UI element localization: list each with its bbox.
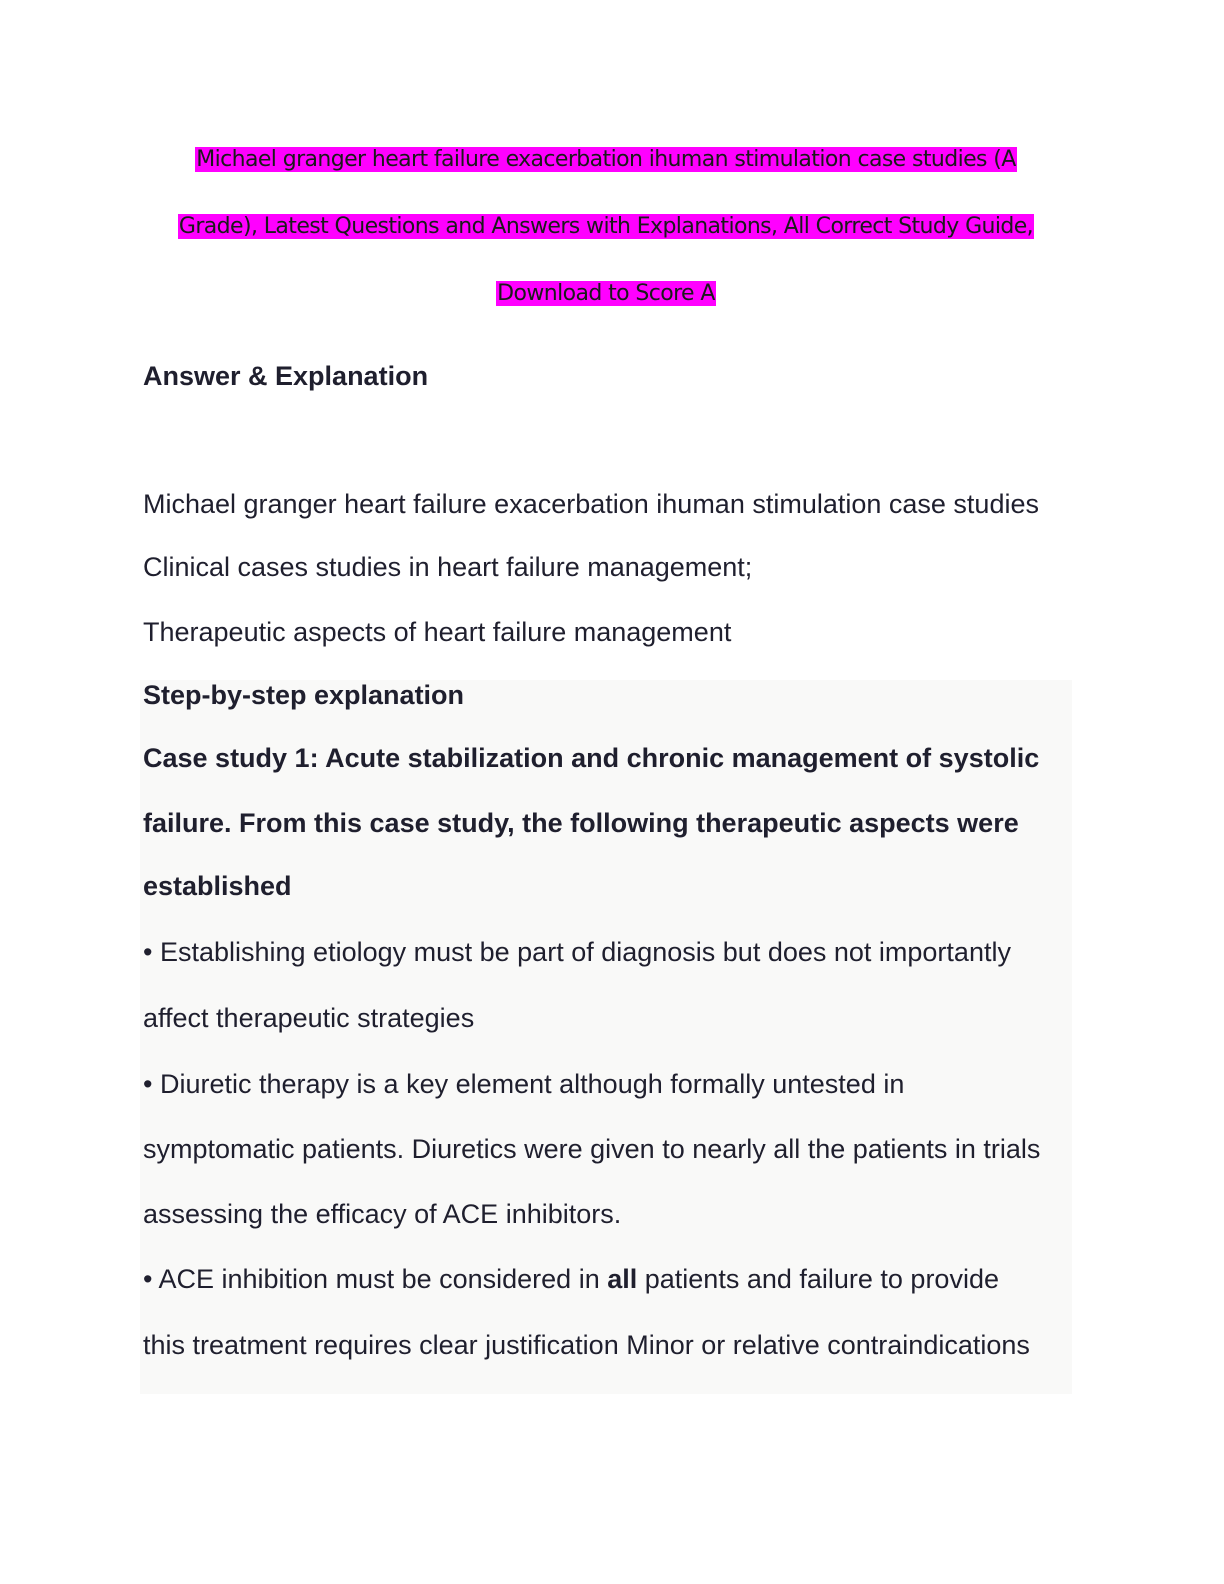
bullet-item-2-line-1 <box>143 1069 904 1100</box>
title-line-3-text: Download to Score A <box>497 281 715 306</box>
title-line-1 <box>100 140 1112 207</box>
bullet-icon: • <box>143 1069 153 1099</box>
bullet-icon: • <box>143 937 153 967</box>
intro-line-2: Clinical cases studies in heart failure management; <box>143 552 753 582</box>
bullet-item-2-line-3: assessing the efficacy of ACE inhibitors. <box>143 1199 622 1229</box>
bullet-item-1-text: Establishing etiology must be part of diagnosis but does not importantly <box>159 937 1011 967</box>
case-study-line-1: Case study 1: Acute stabilization and chronic management of systolic <box>143 743 1040 773</box>
bullet-item-3-text-after: patients and failure to provide <box>637 1264 999 1294</box>
title-line-2 <box>100 207 1112 274</box>
bullet-item-1-line-1 <box>143 937 1011 968</box>
bullet-item-3-line-2: this treatment requires clear justification Minor or relative contraindications <box>143 1330 1030 1360</box>
document-title <box>100 140 1112 341</box>
title-line-3 <box>100 274 1112 341</box>
bullet-item-2-text: Diuretic therapy is a key element although formally untested in <box>159 1069 905 1099</box>
bullet-item-3-line-1 <box>143 1264 999 1295</box>
bullet-item-1-line-2: affect therapeutic strategies <box>143 1003 475 1033</box>
explanation-panel <box>140 680 1072 1394</box>
bullet-icon: • <box>143 1264 153 1294</box>
intro-line-3: Therapeutic aspects of heart failure management <box>143 617 732 647</box>
bullet-item-3-text-before: ACE inhibition must be considered in <box>158 1264 608 1294</box>
explanation-heading: Step-by-step explanation <box>143 680 465 710</box>
intro-line-1: Michael granger heart failure exacerbation ihuman stimulation case studies <box>143 489 1039 519</box>
title-line-2-text: Grade), Latest Questions and Answers with Explanations, All Correct Study Guide, <box>178 214 1034 239</box>
answer-heading: Answer & Explanation <box>143 361 429 391</box>
case-study-line-3: established <box>143 871 292 901</box>
bullet-item-3-emphasis: all <box>607 1264 638 1294</box>
title-line-1-text: Michael granger heart failure exacerbation ihuman stimulation case studies (A <box>196 147 1016 172</box>
bullet-item-2-line-2: symptomatic patients. Diuretics were given to nearly all the patients in trials <box>143 1134 1041 1164</box>
case-study-line-2: failure. From this case study, the following therapeutic aspects were <box>143 808 1019 838</box>
